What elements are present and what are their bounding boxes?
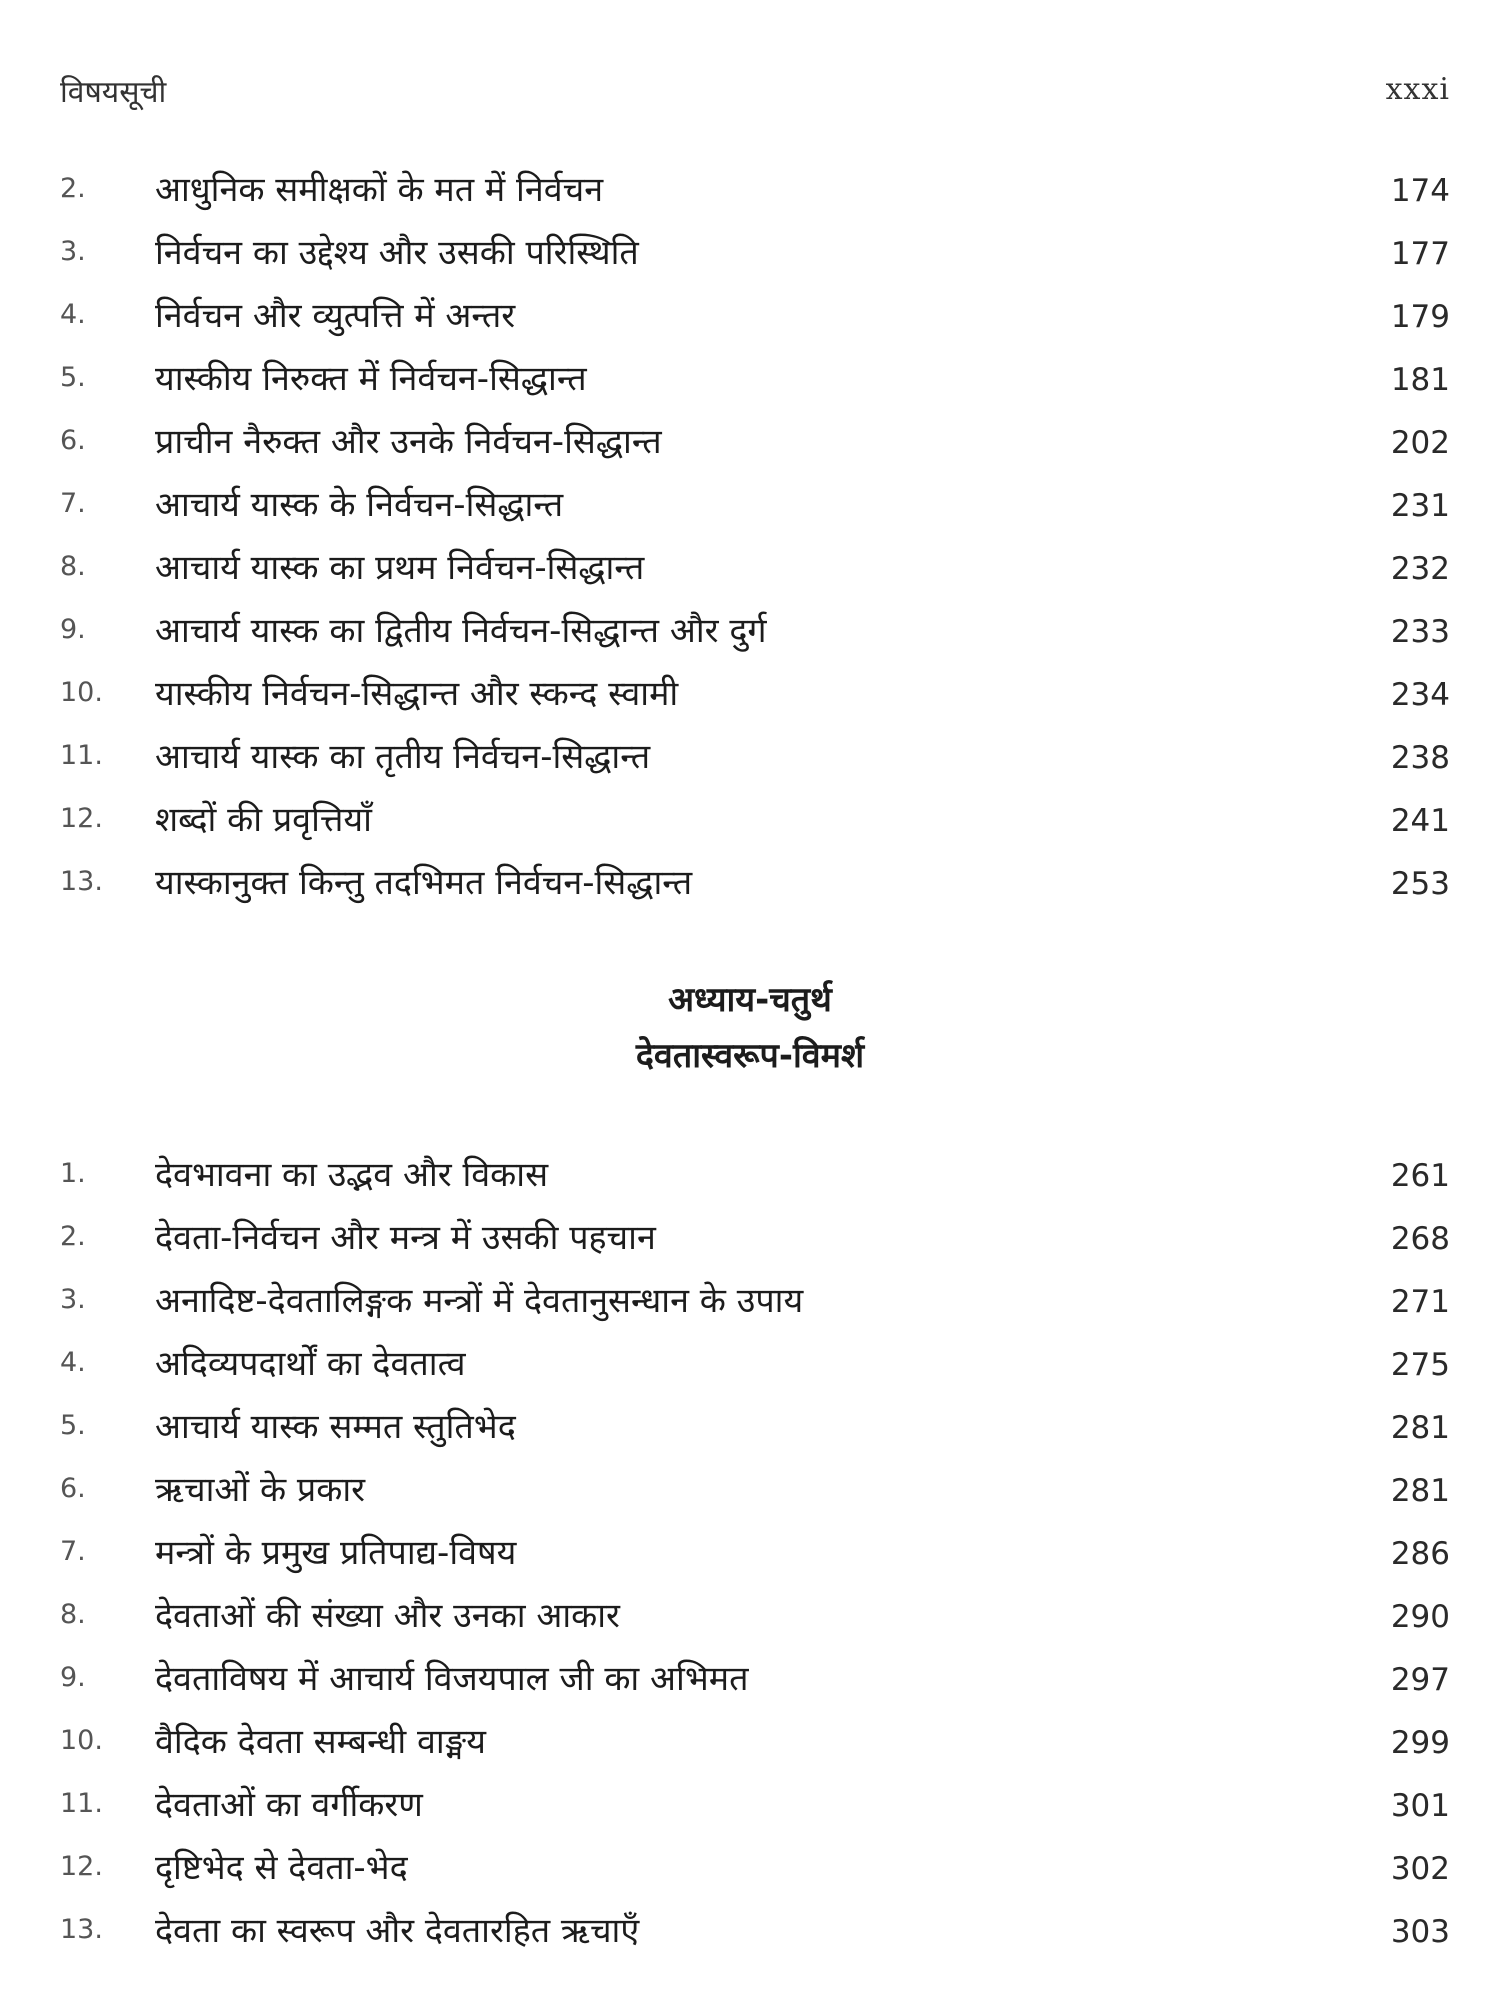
toc-entry (0, 1591, 1500, 1654)
toc-section-b (0, 1150, 1500, 1969)
toc-entry-title: यास्कानुक्त किन्तु तदभिमत निर्वचन-सिद्धान्त (155, 863, 693, 903)
toc-entry-title: निर्वचन और व्युत्पत्ति में अन्तर (155, 296, 516, 336)
toc-entry-title: वैदिक देवता सम्बन्धी वाङ्मय (155, 1722, 486, 1762)
toc-entry-number: 6. (60, 425, 86, 456)
toc-entry-title: यास्कीय निरुक्त में निर्वचन-सिद्धान्त (155, 359, 587, 399)
toc-entry (0, 795, 1500, 858)
toc-entry-number: 2. (60, 1221, 86, 1252)
toc-entry-page: 231 (1390, 488, 1450, 524)
toc-entry-page: 179 (1390, 299, 1450, 335)
toc-entry-number: 5. (60, 362, 86, 393)
toc-entry-page: 181 (1390, 362, 1450, 398)
toc-entry (0, 228, 1500, 291)
toc-entry-page: 271 (1390, 1284, 1450, 1320)
toc-entry-title: प्राचीन नैरुक्त और उनके निर्वचन-सिद्धान्त (155, 422, 662, 462)
toc-entry (0, 1906, 1500, 1969)
toc-entry-number: 12. (60, 803, 103, 834)
toc-entry-page: 303 (1390, 1914, 1450, 1950)
toc-entry-page: 286 (1390, 1536, 1450, 1572)
toc-entry-title: देवता-निर्वचन और मन्त्र में उसकी पहचान (155, 1218, 656, 1258)
toc-entry-title: आधुनिक समीक्षकों के मत में निर्वचन (155, 170, 604, 210)
toc-entry-page: 275 (1390, 1347, 1450, 1383)
toc-entry-number: 9. (60, 614, 86, 645)
toc-entry-page: 253 (1390, 866, 1450, 902)
toc-entry-number: 3. (60, 236, 86, 267)
toc-entry-page: 281 (1390, 1410, 1450, 1446)
toc-entry-number: 5. (60, 1410, 86, 1441)
toc-entry (0, 1717, 1500, 1780)
toc-entry (0, 858, 1500, 921)
toc-entry-number: 4. (60, 1347, 86, 1378)
toc-entry (0, 291, 1500, 354)
running-head: विषयसूची (60, 75, 167, 110)
toc-entry (0, 1528, 1500, 1591)
toc-entry-title: यास्कीय निर्वचन-सिद्धान्त और स्कन्द स्वामी (155, 674, 679, 714)
toc-entry-page: 177 (1390, 236, 1450, 272)
toc-entry-number: 13. (60, 1914, 103, 1945)
chapter-subtitle: देवतास्वरूप-विमर्श (635, 1036, 865, 1076)
toc-entry-number: 4. (60, 299, 86, 330)
toc-entry-title: आचार्य यास्क का द्वितीय निर्वचन-सिद्धान्त और दुर्ग (155, 611, 767, 651)
toc-entry-title: देवभावना का उद्भव और विकास (155, 1155, 549, 1195)
toc-entry-number: 9. (60, 1662, 86, 1693)
toc-entry-number: 3. (60, 1284, 86, 1315)
toc-entry-page: 268 (1390, 1221, 1450, 1257)
toc-entry-number: 12. (60, 1851, 103, 1882)
toc-entry (0, 480, 1500, 543)
toc-entry-title: देवताविषय में आचार्य विजयपाल जी का अभिमत (155, 1659, 749, 1699)
toc-entry-title: निर्वचन का उद्देश्य और उसकी परिस्थिति (155, 233, 639, 273)
toc-entry (0, 1339, 1500, 1402)
toc-entry (0, 1654, 1500, 1717)
toc-entry (0, 1402, 1500, 1465)
toc-section-a (0, 165, 1500, 921)
toc-entry (0, 1150, 1500, 1213)
toc-entry (0, 354, 1500, 417)
toc-entry-page: 241 (1390, 803, 1450, 839)
toc-entry-page: 174 (1390, 173, 1450, 209)
toc-entry (0, 669, 1500, 732)
toc-entry (0, 1465, 1500, 1528)
toc-entry (0, 1843, 1500, 1906)
toc-entry-page: 232 (1390, 551, 1450, 587)
toc-entry-title: ऋचाओं के प्रकार (155, 1470, 366, 1510)
toc-entry-number: 10. (60, 677, 103, 708)
toc-entry-title: आचार्य यास्क सम्मत स्तुतिभेद (155, 1407, 516, 1447)
toc-entry-title: आचार्य यास्क का प्रथम निर्वचन-सिद्धान्त (155, 548, 645, 588)
toc-entry-number: 1. (60, 1158, 86, 1189)
toc-entry (0, 417, 1500, 480)
toc-entry-page: 299 (1390, 1725, 1450, 1761)
toc-entry-page: 234 (1390, 677, 1450, 713)
toc-entry-number: 6. (60, 1473, 86, 1504)
toc-entry-number: 7. (60, 488, 86, 519)
page-folio: xxxi (1385, 72, 1450, 107)
toc-entry-number: 8. (60, 1599, 86, 1630)
toc-entry (0, 543, 1500, 606)
toc-entry-number: 2. (60, 173, 86, 204)
toc-entry (0, 1213, 1500, 1276)
toc-entry (0, 165, 1500, 228)
toc-entry-number: 11. (60, 1788, 103, 1819)
toc-entry-page: 202 (1390, 425, 1450, 461)
toc-entry-number: 10. (60, 1725, 103, 1756)
toc-entry-page: 233 (1390, 614, 1450, 650)
toc-entry-title: आचार्य यास्क का तृतीय निर्वचन-सिद्धान्त (155, 737, 651, 777)
toc-entry-title: मन्त्रों के प्रमुख प्रतिपाद्य-विषय (155, 1533, 517, 1573)
toc-entry-page: 238 (1390, 740, 1450, 776)
toc-entry-title: देवताओं की संख्या और उनका आकार (155, 1596, 620, 1636)
toc-entry-number: 13. (60, 866, 103, 897)
toc-entry-page: 297 (1390, 1662, 1450, 1698)
toc-entry-page: 301 (1390, 1788, 1450, 1824)
toc-entry-title: आचार्य यास्क के निर्वचन-सिद्धान्त (155, 485, 564, 525)
toc-entry-title: देवता का स्वरूप और देवतारहित ऋचाएँ (155, 1911, 640, 1951)
toc-entry-page: 281 (1390, 1473, 1450, 1509)
toc-entry-page: 261 (1390, 1158, 1450, 1194)
chapter-heading (0, 975, 1500, 1081)
toc-entry (0, 1780, 1500, 1843)
toc-entry-title: अदिव्यपदार्थों का देवतात्व (155, 1344, 466, 1384)
toc-entry (0, 1276, 1500, 1339)
toc-entry-page: 302 (1390, 1851, 1450, 1887)
toc-entry-number: 11. (60, 740, 103, 771)
toc-entry-title: दृष्टिभेद से देवता-भेद (155, 1848, 408, 1888)
toc-entry (0, 732, 1500, 795)
toc-entry-number: 8. (60, 551, 86, 582)
toc-entry-title: देवताओं का वर्गीकरण (155, 1785, 423, 1825)
chapter-title: अध्याय-चतुर्थ (668, 980, 832, 1020)
toc-entry-title: शब्दों की प्रवृत्तियाँ (155, 800, 372, 840)
toc-entry-page: 290 (1390, 1599, 1450, 1635)
toc-entry (0, 606, 1500, 669)
toc-entry-title: अनादिष्ट-देवतालिङ्गक मन्त्रों में देवतानुसन्धान के उपाय (155, 1281, 804, 1321)
toc-entry-number: 7. (60, 1536, 86, 1567)
